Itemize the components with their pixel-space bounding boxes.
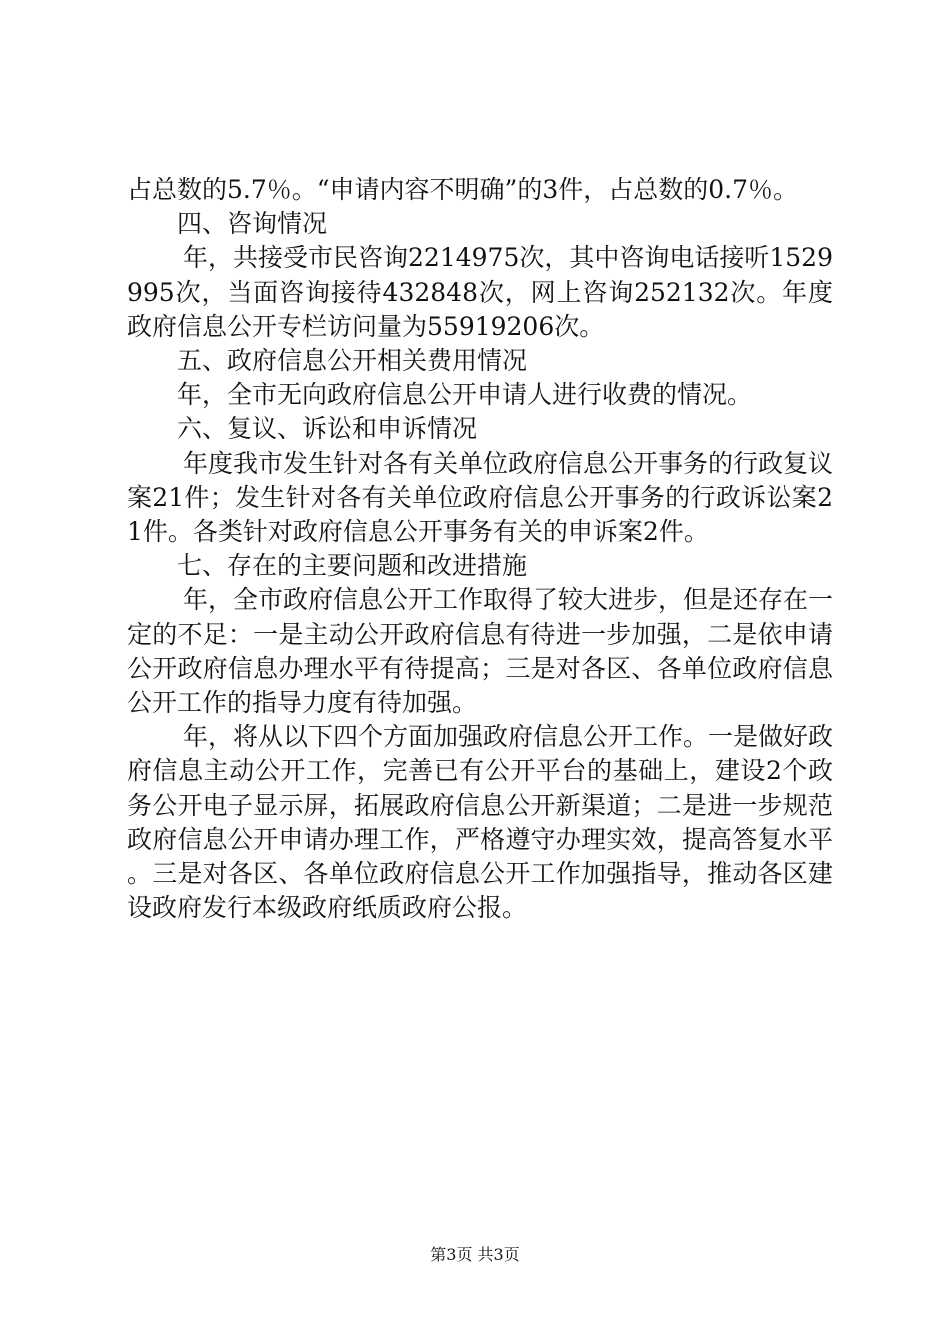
page-number-footer: 第3页 共3页 (430, 1245, 520, 1264)
paragraph-fees: 年，全市无向政府信息公开申请人进行收费的情况。 (177, 380, 753, 410)
document-body (127, 173, 833, 925)
section-heading-fees: 五、政府信息公开相关费用情况 (177, 346, 528, 376)
paragraph-consultation: 年，共接受市民咨询2214975次，其中咨询电话接听1529995次，当面咨询接待432848次，网上咨询252132次。年度政府信息公开专栏访问量为55919206次。 (127, 243, 833, 341)
paragraph-improvements: 年，将从以下四个方面加强政府信息公开工作。一是做好政府信息主动公开工作，完善已有公开平台的基础上，建设2个政务公开电子显示屏，拓展政府信息公开新渠道；二是进一步规范政府信息公开申请办理工作，严格遵守办理实效，提高答复水平。三是对各区、各单位政府信息公开工作加强指导，推动各区建设政府发行本级政府纸质政府公报。 (127, 722, 834, 923)
paragraph-rejection-stats: 占总数的5.7％。“申请内容不明确”的3件，占总数的0.7％。 (127, 175, 798, 204)
section-heading-problems: 七、存在的主要问题和改进措施 (177, 551, 528, 581)
section-heading-appeals: 六、复议、诉讼和申诉情况 (177, 414, 478, 444)
paragraph-appeals: 年度我市发生针对各有关单位政府信息公开事务的行政复议案21件；发生针对各有关单位政府信息公开事务的行政诉讼案21件。各类针对政府信息公开事务有关的申诉案2件。 (127, 448, 834, 547)
paragraph-problems: 年，全市政府信息公开工作取得了较大进步，但是还存在一定的不足：一是主动公开政府信息有待进一步加强，二是依申请公开政府信息办理水平有待提高；三是对各区、各单位政府信息公开工作的指导力度有待加强。 (127, 585, 834, 718)
section-heading-consultation: 四、咨询情况 (177, 209, 328, 239)
